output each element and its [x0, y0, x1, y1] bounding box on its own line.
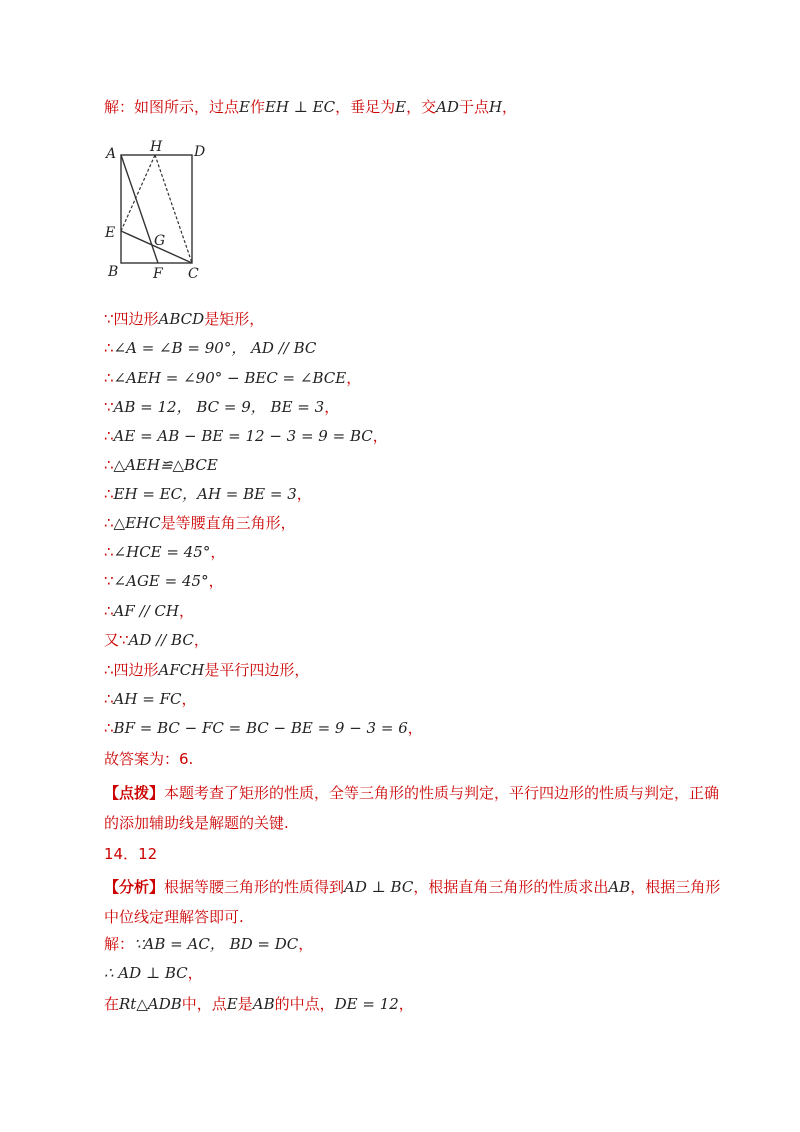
proof-step	[104, 541, 225, 563]
step-lead: ∵四边形	[104, 310, 159, 328]
step-math: ∠AGE = 45°	[113, 572, 209, 590]
intro-text: 作	[249, 98, 265, 116]
math-point-e: E	[395, 98, 407, 116]
label-c: C	[188, 266, 199, 282]
sol-text: ，	[398, 995, 414, 1013]
step-tail: ，	[181, 690, 197, 708]
tip-text: 本题考查了矩形的性质，全等三角形的性质与判定，平行四边形的性质与判定，正确的添加辅助线是解题的关键.	[104, 784, 720, 832]
step-math: BF = BC − FC = BC − BE = 9 − 3 = 6	[113, 719, 408, 737]
analysis-text: ，根据三角形中位线定理解答即可.	[104, 878, 721, 926]
step-tail: ，	[208, 572, 224, 590]
proof-step	[104, 600, 194, 622]
analysis-tag: 【分析】	[104, 878, 165, 896]
proof-step	[104, 512, 296, 534]
sol-text: 是	[237, 995, 253, 1013]
label-h: H	[150, 139, 163, 155]
proof-step	[104, 396, 339, 418]
step-lead: ∴	[104, 456, 114, 474]
step-math: ∠HCE = 45°	[113, 543, 211, 561]
analysis-text: ，根据直角三角形的性质求出	[413, 878, 609, 896]
proof-step	[104, 454, 218, 476]
step-tail: 是矩形，	[204, 310, 265, 328]
step-math: ABCD	[158, 310, 205, 328]
geometry-figure	[100, 138, 210, 288]
sol-tail: ，	[187, 964, 203, 982]
sol-math: ∵AB = AC， BD = DC	[134, 935, 299, 953]
step-lead: ∴	[104, 602, 114, 620]
step-tail: ，	[179, 602, 195, 620]
question-number: 14．12	[104, 845, 158, 863]
label-g: G	[154, 233, 166, 249]
intro-text: ，交	[406, 98, 437, 116]
sol-math: ∴ AD ⊥ BC	[104, 964, 188, 982]
intro-line	[104, 96, 517, 118]
segment-af	[121, 155, 158, 263]
proof-step	[104, 337, 316, 359]
sol-text: 中，点	[181, 995, 227, 1013]
step-math: AFCH	[158, 661, 205, 679]
label-a: A	[106, 146, 117, 162]
math-segment-ad: AD	[436, 98, 459, 116]
proof-step	[104, 659, 309, 681]
step-lead: ∴	[104, 690, 114, 708]
proof-step	[104, 688, 196, 710]
step-math: AH = FC	[113, 690, 182, 708]
step-math: ∠AEH = ∠90° − BEC = ∠BCE	[113, 369, 347, 387]
step-math: AB = 12， BC = 9， BE = 3	[113, 398, 325, 416]
sol-tail: ，	[298, 935, 314, 953]
step-math: △AEH≌△BCE	[113, 456, 218, 474]
sol-text: 在	[104, 995, 120, 1013]
step-lead: ∴	[104, 485, 114, 503]
step-math: AF // CH	[113, 602, 179, 620]
proof-step	[104, 308, 264, 330]
intro-text: ，垂足为	[335, 98, 396, 116]
analysis-math: AD ⊥ BC	[344, 878, 414, 896]
sol-math: DE = 12	[334, 995, 399, 1013]
label-f: F	[153, 266, 163, 282]
step-lead: ∴	[104, 427, 114, 445]
sol-math: Rt△ADB	[119, 995, 182, 1013]
step-tail: ，	[346, 369, 362, 387]
proof-step	[104, 425, 388, 447]
step-tail: ，	[324, 398, 340, 416]
intro-text: ，	[502, 98, 518, 116]
proof-step	[104, 717, 423, 739]
analysis-text: 根据等腰三角形的性质得到	[164, 878, 345, 896]
step-tail: ，	[372, 427, 388, 445]
step-math: △EHC	[113, 514, 161, 532]
proof-step	[104, 629, 209, 651]
tip-paragraph	[104, 778, 724, 838]
analysis-paragraph	[104, 872, 724, 932]
answer-line: 故答案为：6.	[104, 750, 194, 768]
label-d: D	[194, 144, 206, 160]
step-lead: ∵	[104, 398, 114, 416]
step-tail: ，	[193, 631, 209, 649]
step-math: AE = AB − BE = 12 − 3 = 9 = BC	[113, 427, 373, 445]
sol-text: 的中点，	[274, 995, 335, 1013]
tip-tag: 【点拨】	[104, 784, 165, 802]
sol-math: E	[226, 995, 238, 1013]
step-tail: ，	[407, 719, 423, 737]
solution-last-line	[104, 993, 414, 1015]
step-math: EH = EC，AH = BE = 3	[113, 485, 297, 503]
step-tail: ，	[210, 543, 226, 561]
sol-lead: 解：	[104, 935, 135, 953]
step-lead: ∴四边形	[104, 661, 159, 679]
intro-text: 于点	[458, 98, 489, 116]
step-lead: ∴	[104, 369, 114, 387]
math-point-e: E	[239, 98, 250, 116]
step-tail: ，	[296, 485, 312, 503]
solution-line	[104, 933, 313, 955]
proof-step	[104, 570, 224, 592]
proof-step	[104, 483, 312, 505]
solution-line	[104, 962, 203, 984]
sol-math: AB	[252, 995, 275, 1013]
step-lead: ∴	[104, 339, 114, 357]
intro-text: 解：如图所示，过点	[104, 98, 240, 116]
proof-step	[104, 367, 361, 389]
step-lead: ∴	[104, 719, 114, 737]
label-e: E	[105, 225, 116, 241]
step-tail: 是等腰直角三角形，	[160, 514, 296, 532]
analysis-math: AB	[608, 878, 631, 896]
step-math: AD // BC	[128, 631, 194, 649]
step-lead: ∵	[104, 572, 114, 590]
step-lead: ∴	[104, 514, 114, 532]
step-tail: 是平行四边形，	[204, 661, 310, 679]
step-lead: 又∵	[104, 631, 129, 649]
segment-eh	[121, 155, 155, 231]
math-point-h: H	[488, 98, 503, 116]
step-lead: ∴	[104, 543, 114, 561]
math-perpendicular: EH ⊥ EC	[264, 98, 336, 116]
label-b: B	[108, 264, 119, 280]
step-math: ∠A = ∠B = 90°， AD // BC	[113, 339, 317, 357]
